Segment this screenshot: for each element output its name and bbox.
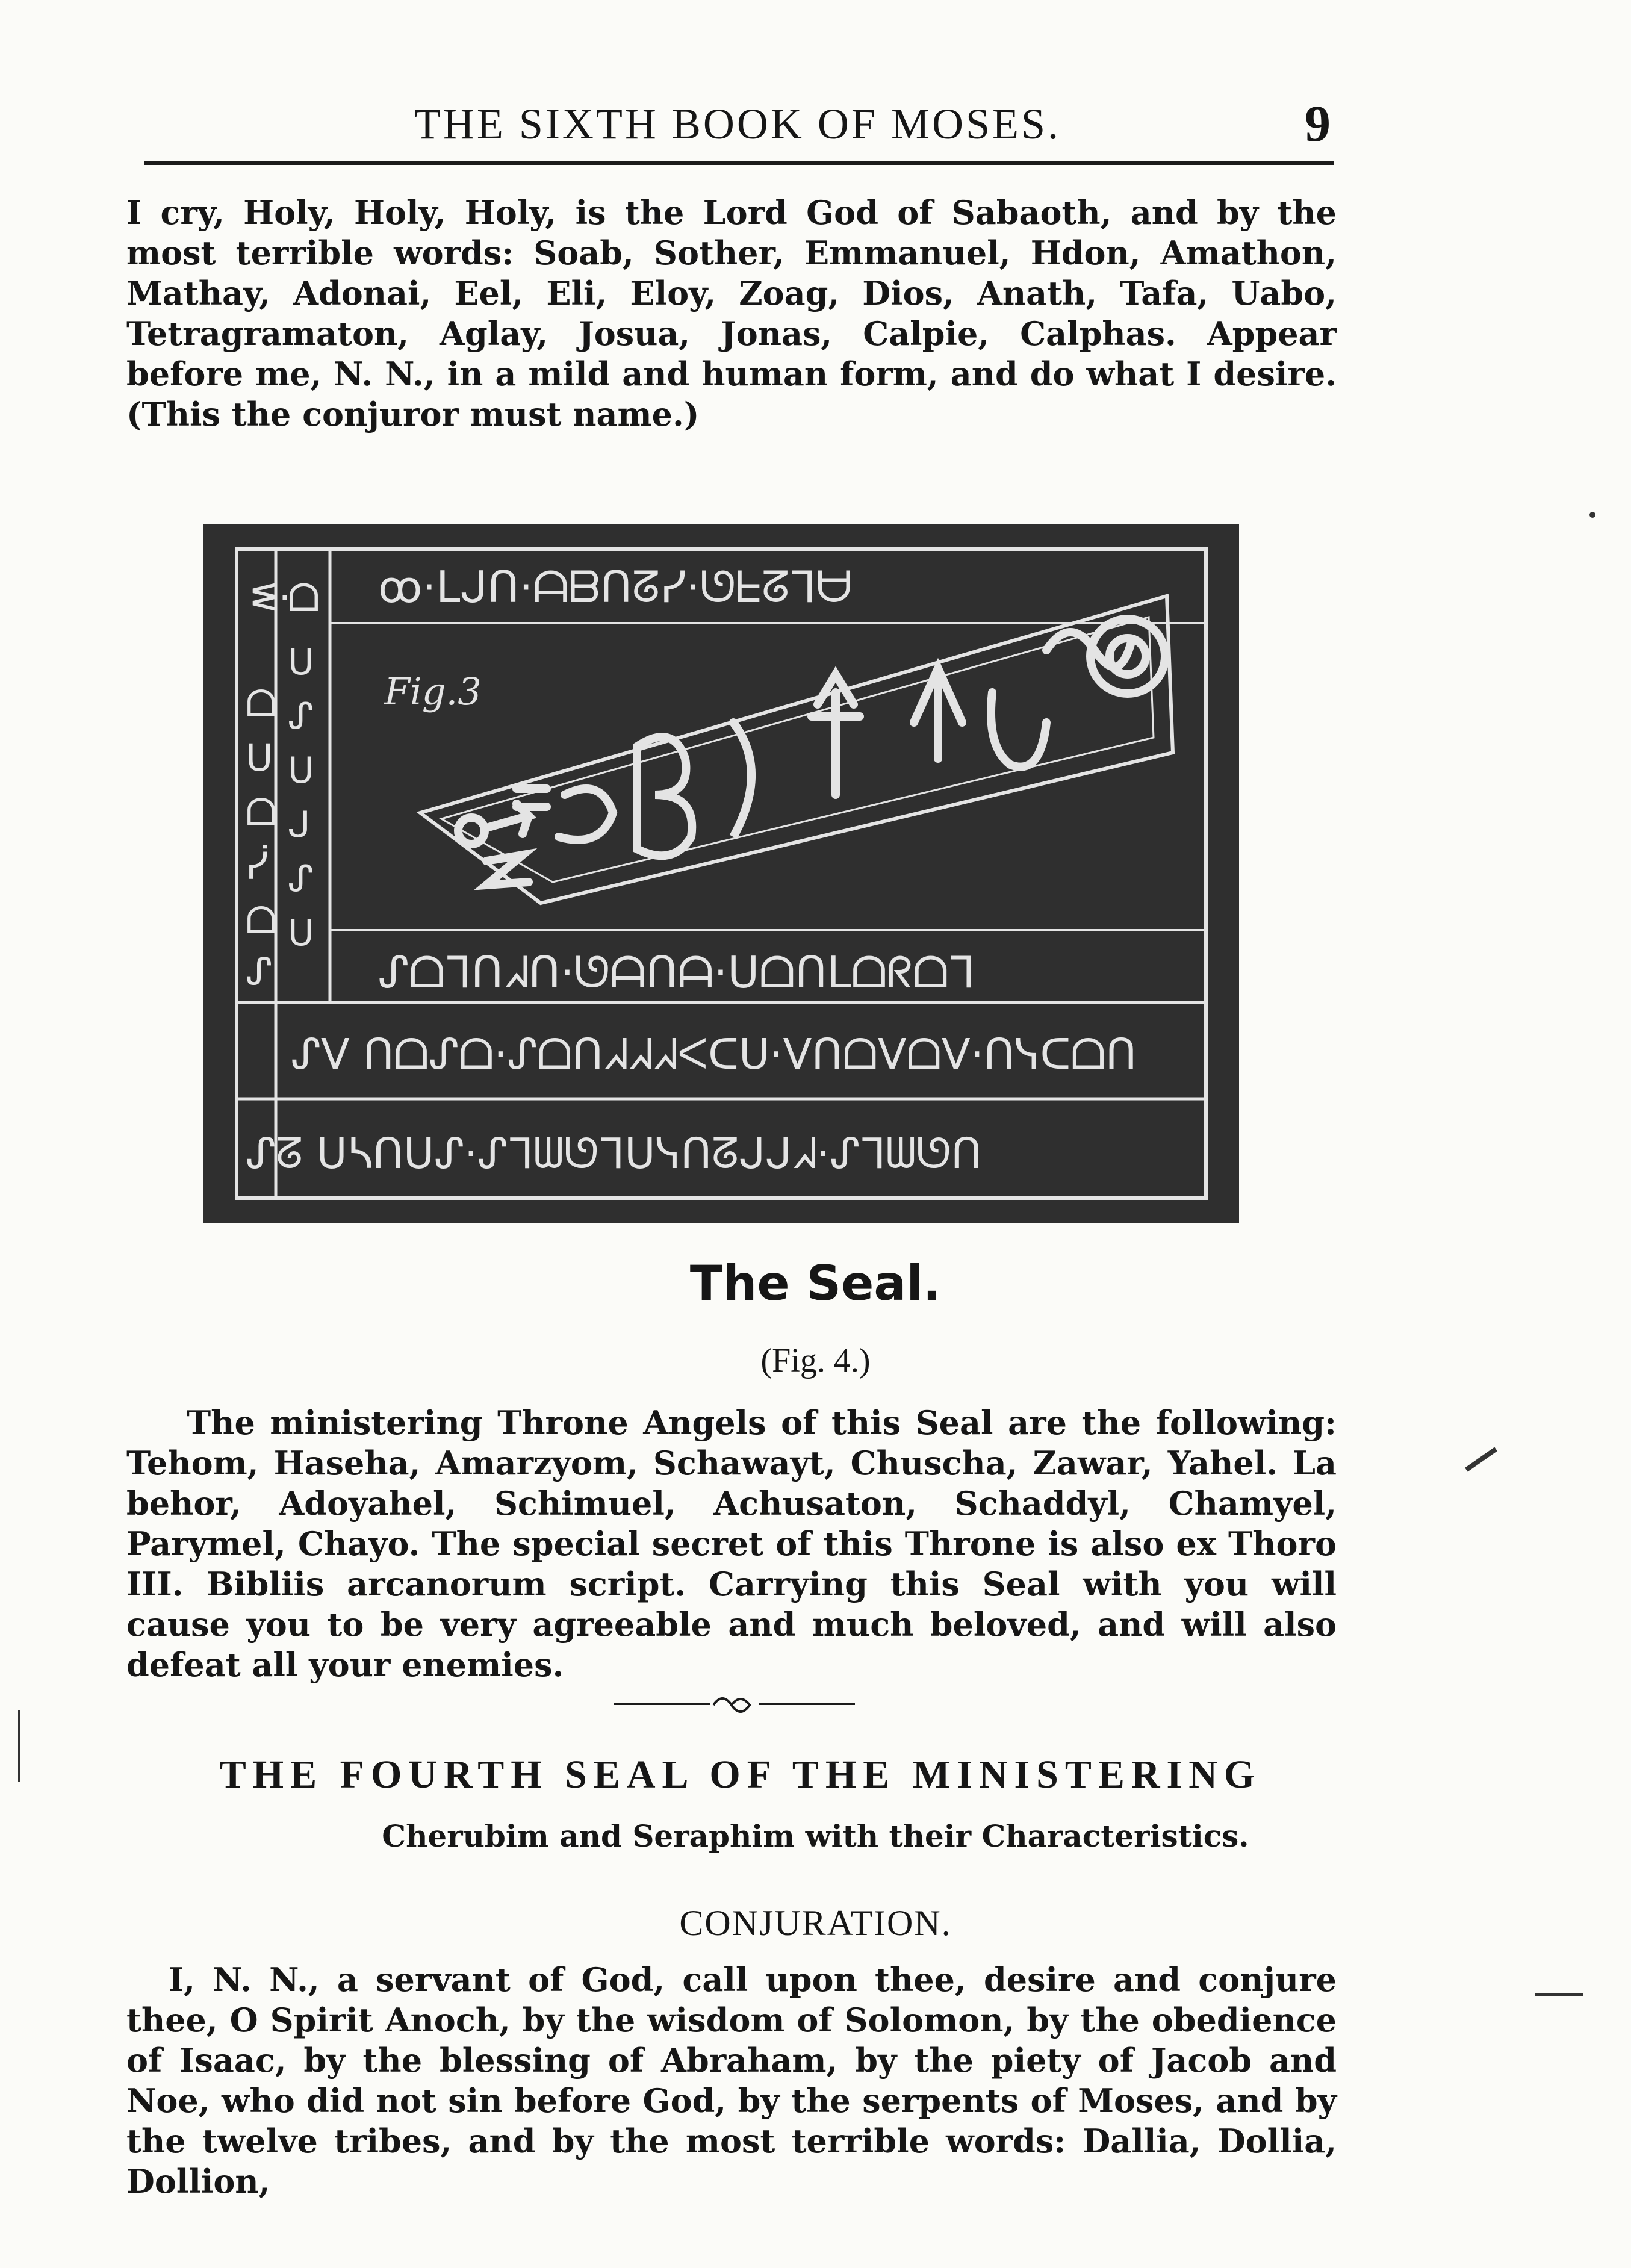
svg-text:ᑌ: ᑌ xyxy=(288,750,314,792)
svg-text:ᔑᗝᒣᑎᖽᑎ·ᘎᗩᑎᗩ·ᑌᗝᑎᒪᗝᖇᗝᒣ: ᔑᗝᒣᑎᖽᑎ·ᘎᗩᑎᗩ·ᑌᗝᑎᒪᗝᖇᗝᒣ xyxy=(378,947,975,998)
svg-text:ᔑᘔ ᑌᓴᑎᑌᔑ·ᔑᒣᗯᘎᒣᑌᓭᑎᘔᒍᒍᖽ·ᔑᒣᗯᘎᑎ: ᔑᘔ ᑌᓴᑎᑌᔑ·ᔑᒣᗯᘎᒣᑌᓭᑎᘔᒍᒍᖽ·ᔑᒣᗯᘎᑎ xyxy=(246,1129,982,1178)
chapter-heading: THE FOURTH SEAL OF THE MINISTERING xyxy=(219,1753,1262,1797)
seal-caption: The Seal. xyxy=(689,1255,942,1311)
conjuration-paragraph: I, N. N., a servant of God, call upon thee, desire and conjure thee, O Spirit Anoch, by the wisdom of Solomon, by the obedience of Isaac, by the blessing of Abraham, by the piety of Jacob and Noe, who did not sin before God, by the serpents of Moses, and by the twelve tribes, and by the most terrible words: Dallia, Dollia, Dollion, xyxy=(126,1960,1337,2201)
svg-text:ꝏ·ᒪᒍᑎ·ᗩᗷᑎᘔᓯ·ᘎᖶᘔᒣᗨ: ꝏ·ᒪᒍᑎ·ᗩᗷᑎᘔᓯ·ᘎᖶᘔᒣᗨ xyxy=(378,562,853,612)
ornament-divider-icon xyxy=(614,1692,855,1716)
seal-figure xyxy=(203,524,1239,1223)
running-header xyxy=(144,90,1331,157)
seal-illustration xyxy=(203,524,1239,1223)
seal-inner-label: Fig.3 xyxy=(384,670,482,713)
svg-text:ᑌ: ᑌ xyxy=(288,912,314,954)
ink-mark xyxy=(1589,512,1595,518)
running-title: THE SIXTH BOOK OF MOSES. xyxy=(414,100,1061,148)
svg-text:ᒍ: ᒍ xyxy=(288,804,311,846)
figure-label: (Fig. 4.) xyxy=(760,1342,871,1379)
svg-text:ᑌ: ᑌ xyxy=(246,736,273,780)
svg-text:ᗝ: ᗝ xyxy=(246,682,277,725)
page-number: 9 xyxy=(1305,95,1331,152)
svg-text:ᓬ·: ᓬ· xyxy=(250,576,291,621)
angels-paragraph: The ministering Throne Angels of this Seal are the following: Tehom, Haseha, Amarzyom, Schawayt, Chuscha, Zawar, Yahel. La behor, Adoyahel, Schimuel, Achusaton, Schaddyl, Chamyel, Parymel, Chayo. The special secret of this Throne is also ex Thoro III. Bibliis arcanorum script. Carrying this Seal with you will cause you to be very agreeable and much beloved, and will also defeat all your enemies. xyxy=(126,1403,1337,1684)
section-heading: CONJURATION. xyxy=(679,1903,952,1943)
intro-paragraph: I cry, Holy, Holy, Holy, is the Lord God of Sabaoth, and by the most terrible words: Soab, Sother, Emmanuel, Hdon, Amathon, Mathay, Adonai, Eel, Eli, Eloy, Zoag, Dios, Anath, Tafa, Uabo, Tetragramaton, Aglay, Josua, Jonas, Calpie, Calphas. Appear before me, N. N., in a mild and human form, and do what I desire. (This the conjuror must name.) xyxy=(126,193,1337,433)
svg-text:ᗝ: ᗝ xyxy=(246,898,277,942)
ink-mark xyxy=(18,1710,20,1782)
ink-mark xyxy=(1465,1447,1497,1472)
svg-text:ᓰ: ᓰ xyxy=(246,844,269,888)
svg-text:ᗝ: ᗝ xyxy=(288,576,320,621)
svg-text:ᔑ: ᔑ xyxy=(246,949,273,993)
svg-text:ᔑ: ᔑ xyxy=(288,695,314,738)
svg-text:ᗝ: ᗝ xyxy=(246,790,277,834)
svg-text:ᑌ: ᑌ xyxy=(288,641,314,683)
header-rule xyxy=(144,161,1334,165)
ink-mark xyxy=(1535,1993,1583,1996)
chapter-subheading: Cherubim and Seraphim with their Characteristics. xyxy=(382,1818,1249,1854)
svg-text:ᔑ: ᔑ xyxy=(288,858,314,900)
svg-text:ᔑᐯ ᑎᗝᔑᗝ·ᔑᗝᑎᖽᖽᖽᐸᑕᑌ·ᐯᑎᗝᐯᗝᐯ·ᑎᓭᑕᗝᑎ: ᔑᐯ ᑎᗝᔑᗝ·ᔑᗝᑎᖽᖽᖽᐸᑕᑌ·ᐯᑎᗝᐯᗝᐯ·ᑎᓭᑕᗝᑎ xyxy=(291,1030,1137,1079)
